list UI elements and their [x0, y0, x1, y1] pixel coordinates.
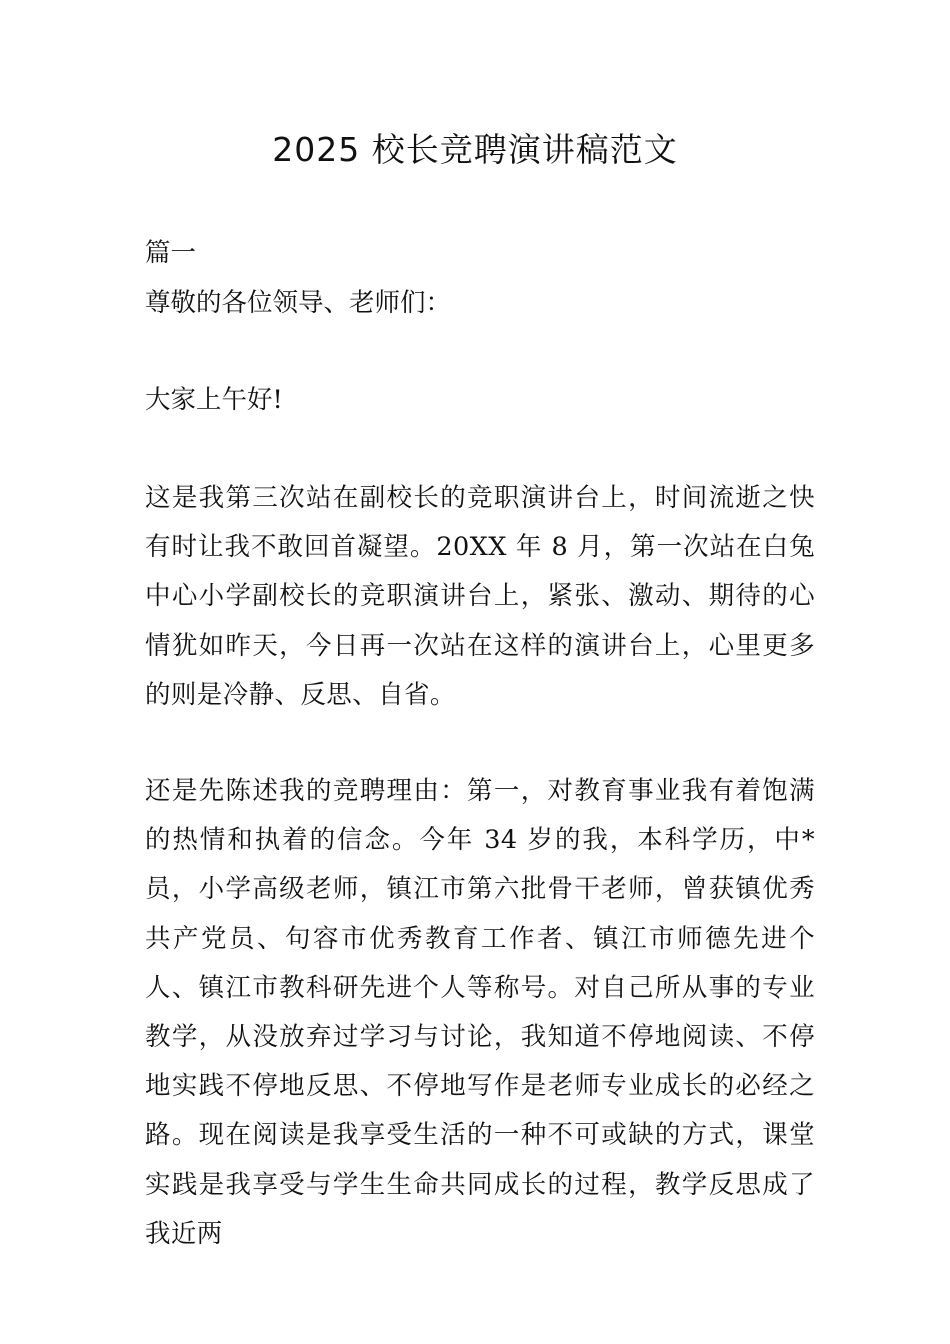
section-label: 篇一 [145, 238, 197, 268]
document-title: 2025 校长竞聘演讲稿范文 [272, 130, 678, 169]
body-paragraph: 这是我第三次站在副校长的竞职演讲台上，时间流逝之快有时让我不敢回首凝望。20XX 年 8 月，第一次站在白兔中心小学副校长的竞职演讲台上，紧张、激动、期待的心情犹如昨天，今日再一次站在这样的演讲台上，心里更多的则是冷静、反思、自省。 [145, 483, 815, 710]
greeting: 大家上午好! [145, 385, 283, 415]
body-paragraph: 还是先陈述我的竞聘理由：第一，对教育事业我有着饱满的热情和执着的信念。今年 34 岁的我，本科学历，中*员，小学高级老师，镇江市第六批骨干老师，曾获镇优秀共产党员、句容市优秀教育工作者、镇江市师德先进个人、镇江市教科研先进个人等称号。对自己所从事的专业教学，从没放弃过学习与讨论，我知道不停地阅读、不停地实践不停地反思、不停地写作是老师专业成长的必经之路。现在阅读是我享受生活的一种不可或缺的方式，课堂实践是我享受与学生生命共同成长的过程，教学反思成了我近两 [145, 776, 815, 1249]
salutation: 尊敬的各位领导、老师们： [145, 288, 452, 318]
